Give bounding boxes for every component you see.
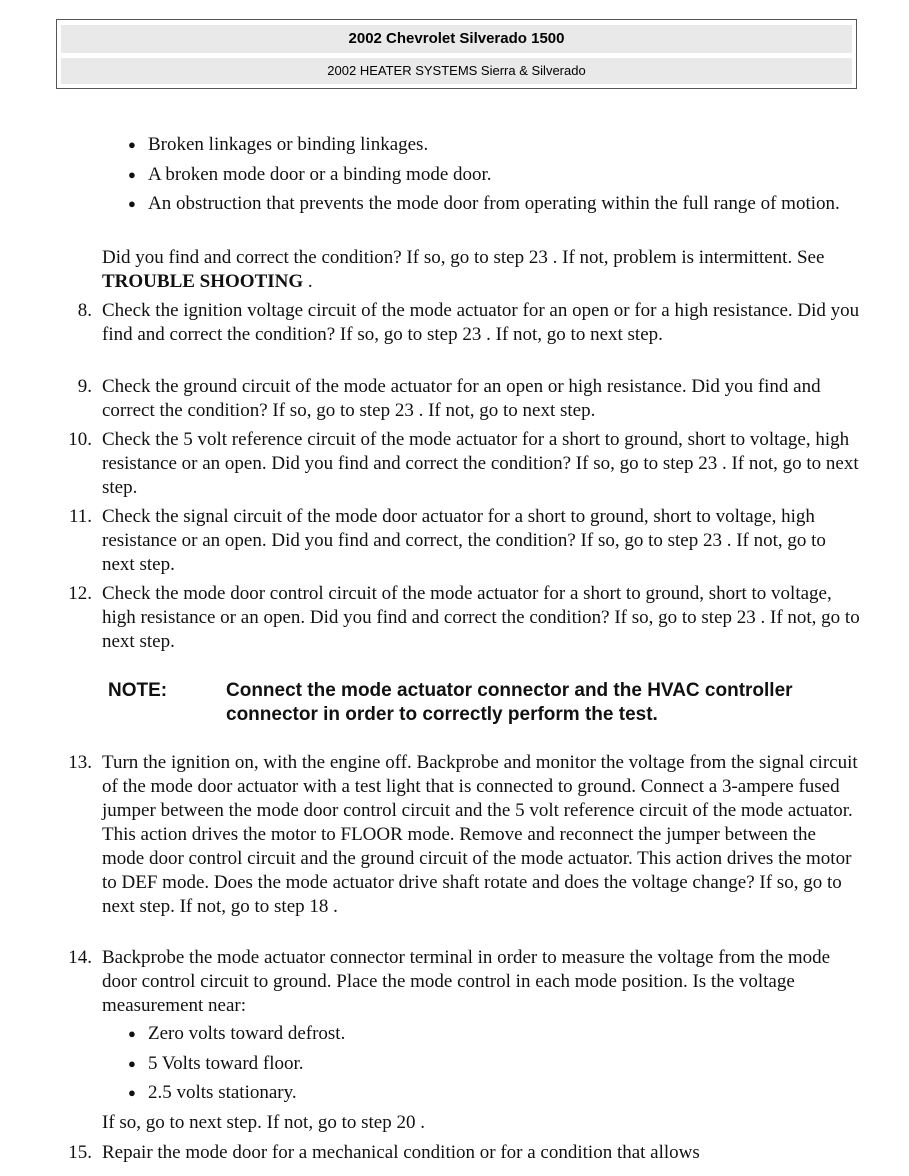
note-label: NOTE: xyxy=(108,680,168,701)
bullet-icon: ● xyxy=(128,167,136,182)
trouble-shooting-link[interactable]: TROUBLE SHOOTING xyxy=(102,271,304,292)
step-number: 9. xyxy=(77,376,92,397)
list-item-text: A broken mode door or a binding mode door. xyxy=(148,164,492,185)
step-number: 10. xyxy=(68,429,92,450)
step-text: Check the ground circuit of the mode actuator for an open or high resistance. Did you find and correct the condition? If so, go to step 23 . If not, go to next step. xyxy=(102,376,821,421)
page-header xyxy=(56,19,857,89)
step-number: 12. xyxy=(68,583,92,604)
bullet-icon: ● xyxy=(128,1085,136,1100)
paragraph xyxy=(102,246,862,294)
paragraph: If so, go to next step. If not, go to step 20 . xyxy=(102,1112,425,1133)
paragraph-tail: . xyxy=(303,271,313,292)
list-item-text: An obstruction that prevents the mode door from operating within the full range of motion. xyxy=(148,193,840,214)
bullet-icon: ● xyxy=(128,196,136,211)
note-text: Connect the mode actuator connector and the HVAC controller connector in order to correctly perform the test. xyxy=(226,680,793,725)
list-item xyxy=(128,1022,848,1046)
list-item xyxy=(128,192,848,216)
document-subtitle: 2002 HEATER SYSTEMS Sierra & Silverado xyxy=(61,58,852,84)
bullet-icon: ● xyxy=(128,137,136,152)
list-item xyxy=(128,133,848,157)
list-item-text: Zero volts toward defrost. xyxy=(148,1023,346,1044)
bullet-icon: ● xyxy=(128,1026,136,1041)
list-item xyxy=(128,1081,848,1105)
paragraph-text: Did you find and correct the condition? If so, go to step 23 . If not, problem is intermittent. See xyxy=(102,247,825,268)
step-text: Backprobe the mode actuator connector terminal in order to measure the voltage from the mode door control circuit to ground. Place the mode control in each mode position. Is the voltage measurement near: xyxy=(102,947,831,1016)
list-item-text: 5 Volts toward floor. xyxy=(148,1053,304,1074)
step-text: Check the ignition voltage circuit of the mode actuator for an open or for a high resistance. Did you find and correct the condition? If so, go to step 23 . If not, go to next step. xyxy=(102,300,860,345)
step-text: Turn the ignition on, with the engine off. Backprobe and monitor the voltage from the signal circuit of the mode door actuator with a test light that is connected to ground. Connect a 3-ampere fused jumper between the mode door control circuit and the 5 volt reference circuit of the mode actuator. This action drives the motor to FLOOR mode. Remove and reconnect the jumper between the mode door control circuit and the ground circuit of the mode actuator. This action drives the motor to DEF mode. Does the mode actuator drive shaft rotate and does the voltage change? If so, go to next step. If not, go to step 18 . xyxy=(102,752,858,917)
step-number: 11. xyxy=(68,506,92,527)
step-text: Check the 5 volt reference circuit of the mode actuator for a short to ground, short to voltage, high resistance or an open. Did you find and correct the condition? If so, go to step 23 . If not, go to next step. xyxy=(102,429,859,498)
list-item-text: Broken linkages or binding linkages. xyxy=(148,134,429,155)
list-item xyxy=(128,1052,848,1076)
step-number: 13. xyxy=(68,752,92,773)
list-item xyxy=(128,163,848,187)
step-text: Repair the mode door for a mechanical condition or for a condition that allows xyxy=(102,1142,700,1163)
bullet-icon: ● xyxy=(128,1056,136,1071)
step-number: 15. xyxy=(68,1142,92,1163)
document-title: 2002 Chevrolet Silverado 1500 xyxy=(61,25,852,53)
step-text: Check the mode door control circuit of the mode actuator for a short to ground, short to voltage, high resistance or an open. Did you find and correct the condition? If so, go to step 23 . If not, go to next step. xyxy=(102,583,860,652)
step-text: Check the signal circuit of the mode door actuator for a short to ground, short to voltage, high resistance or an open. Did you find and correct, the condition? If so, go to step 23 . If not, go to next step. xyxy=(102,506,826,575)
list-item-text: 2.5 volts stationary. xyxy=(148,1082,297,1103)
step-number: 8. xyxy=(77,300,92,321)
step-number: 14. xyxy=(68,947,92,968)
